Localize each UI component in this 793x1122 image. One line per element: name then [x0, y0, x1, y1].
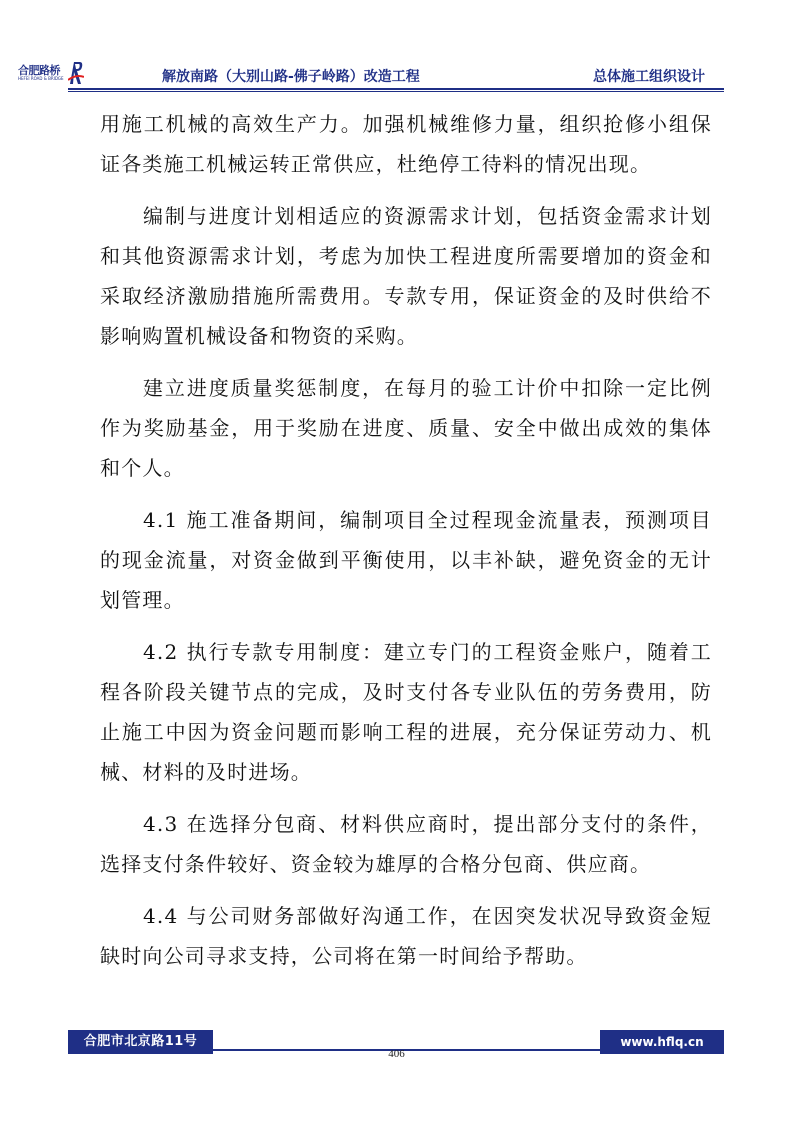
page-footer: [0, 1020, 793, 1122]
page-header: [0, 0, 793, 100]
logo-subtext: HEFEI ROAD & BRIDGE: [18, 76, 64, 81]
company-address: 合肥市北京路11号: [68, 1030, 213, 1054]
paragraph-resource-plan: 编制与进度计划相适应的资源需求计划，包括资金需求计划 和其他资源需求计划，考虑为加快工程进度所需要增加的资金和 采取经济激励措施所需费用。专款专用，保证资金的及时供给不 影响购置机械设备和物资的采购。: [100, 204, 712, 348]
header-divider: [68, 88, 724, 90]
company-website[interactable]: www.hflq.cn: [600, 1030, 724, 1054]
logo-text: 合肥路桥: [18, 64, 60, 77]
document-body: [100, 104, 712, 988]
paragraph-continued: 用施工机械的高效生产力。加强机械维修力量，组织抢修小组保 证各类施工机械运转正常供应，杜绝停工待料的情况出现。: [100, 112, 712, 176]
project-title: 解放南路（大别山路-佛子岭路）改造工程: [162, 69, 420, 85]
paragraph-4-4: 4.4 与公司财务部做好沟通工作，在因突发状况导致资金短 缺时向公司寻求支持，公司将在第一时间给予帮助。: [100, 904, 712, 968]
logo-mark-icon: [68, 60, 84, 86]
paragraph-4-1: 4.1 施工准备期间，编制项目全过程现金流量表，预测项目 的现金流量，对资金做到平衡使用，以丰补缺，避免资金的无计 划管理。: [100, 508, 712, 612]
header-divider-thin: [68, 91, 724, 92]
paragraph-4-3: 4.3 在选择分包商、材料供应商时，提出部分支付的条件，选择支付条件较好、资金较为雄厚的合格分包商、供应商。: [100, 812, 712, 876]
page-number: 406: [388, 1048, 405, 1060]
company-logo: [68, 60, 138, 86]
paragraph-4-2: 4.2 执行专款专用制度：建立专门的工程资金账户，随着工 程各阶段关键节点的完成，及时支付各专业队伍的劳务费用，防 止施工中因为资金问题而影响工程的进展，充分保证劳动力、机 械、材料的及时进场。: [100, 640, 712, 784]
paragraph-reward-system: 建立进度质量奖惩制度，在每月的验工计价中扣除一定比例 作为奖励基金，用于奖励在进度、质量、安全中做出成效的集体 和个人。: [100, 376, 712, 480]
document-title: 总体施工组织设计: [593, 69, 705, 85]
